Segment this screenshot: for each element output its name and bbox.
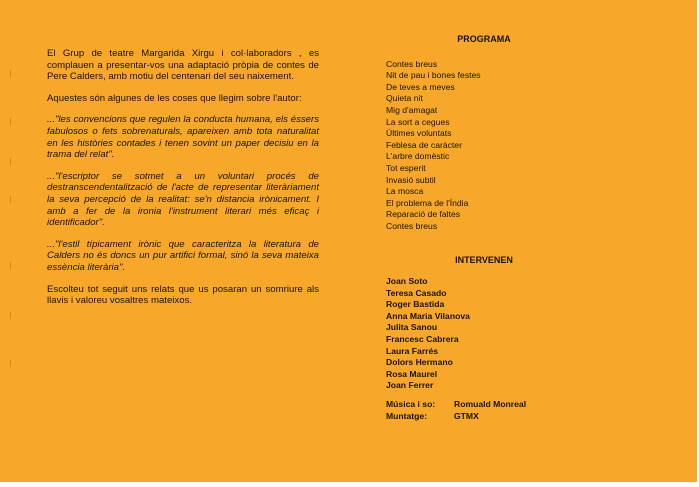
cast-member: Julita Sanou (386, 322, 438, 333)
editing-label: Muntatge: (386, 410, 428, 421)
music-value: Romuald Monreal (454, 399, 527, 410)
programa-item: Tot esperit (386, 162, 426, 173)
binding-mark (10, 70, 11, 77)
cast-member: Roger Bastida (386, 299, 445, 310)
cast-member: Rosa Maurel (386, 368, 438, 379)
programa-item: Nit de pau i bones festes (386, 70, 481, 81)
programa-item: Reparació de faltes (386, 209, 461, 220)
cast-member: Francesc Cabrera (386, 334, 459, 345)
editing-credit (386, 411, 586, 423)
music-label: Música i so: (386, 399, 436, 410)
cast-member: Anna Maria Vilanova (386, 310, 470, 321)
cast-member: Laura Farrés (386, 345, 439, 356)
programa-item: De teves a meves (386, 81, 455, 92)
programa-item: La mosca (386, 186, 424, 197)
programa-item: L'arbre domèstic (386, 151, 450, 162)
cast-list (386, 276, 586, 392)
programa-title: PROGRAMA (457, 34, 511, 44)
binding-hole-marks (10, 0, 14, 482)
intervenen-title: INTERVENEN (455, 254, 513, 265)
music-credit (386, 399, 586, 411)
binding-mark (10, 158, 11, 165)
program-column (386, 34, 586, 422)
intro-lead-paragraph: Aquestes són algunes de les coses que llegim sobre l'autor: (47, 92, 302, 104)
credits (386, 399, 586, 422)
binding-mark (10, 262, 11, 269)
programa-item: Quieta nit (386, 93, 423, 104)
binding-mark (10, 196, 11, 203)
quote-1: ..."les convencions que regulen la conducta humana, els éssers fabulosos o fets sobrenaturals, apareixen amb tota naturalitat en les històries contades i tenen sovint un paper decisiu en la trama del relat". (47, 114, 319, 161)
programa-item: El problema de l'Índia (386, 197, 469, 208)
intro-column (47, 48, 319, 317)
quote-2: ..."l'escriptor se sotmet a un voluntari procés de destranscendentalització de l'acte de representar literàriament la seva percepció de la realitat: se'n distancia irònicament. I amb a fer de la ironia l'instrument literari més eficaç i identificador". (47, 170, 319, 229)
binding-mark (10, 360, 11, 367)
closing-paragraph: Escolteu tot seguit uns relats que us posaran un somriure als llavis i valoreu vosaltres mateixos. (47, 283, 319, 307)
editing-value: GTMX (454, 410, 479, 421)
intro-paragraph: El Grup de teatre Margarida Xirgu i col·laboradors , es complauen a presentar-vos una adaptació pròpia de contes de Pere Calders, amb motiu del centenari del seu naixement. (47, 48, 319, 83)
cast-member: Dolors Hermano (386, 357, 453, 368)
programa-item: Últimes voluntats (386, 128, 452, 139)
cast-member: Teresa Casado (386, 287, 447, 298)
programa-item: Invasió subtil (386, 174, 436, 185)
programa-item: Mig d'amagat (386, 104, 438, 115)
programa-item: Feblesa de caràcter (386, 139, 462, 150)
programa-item: Contes breus (386, 220, 438, 231)
programa-item: Contes breus (386, 58, 438, 69)
cast-member: Joan Ferrer (386, 380, 434, 391)
programa-item: La sort a cegues (386, 116, 450, 127)
cast-member: Joan Soto (386, 276, 428, 287)
binding-mark (10, 118, 11, 125)
quote-3: ..."l'estil típicament irònic que caracteritza la literatura de Calders no és doncs un pur artifici formal, sinó la seva mateixa essència literària". (47, 238, 319, 273)
programa-list (386, 59, 586, 233)
binding-mark (10, 312, 11, 319)
